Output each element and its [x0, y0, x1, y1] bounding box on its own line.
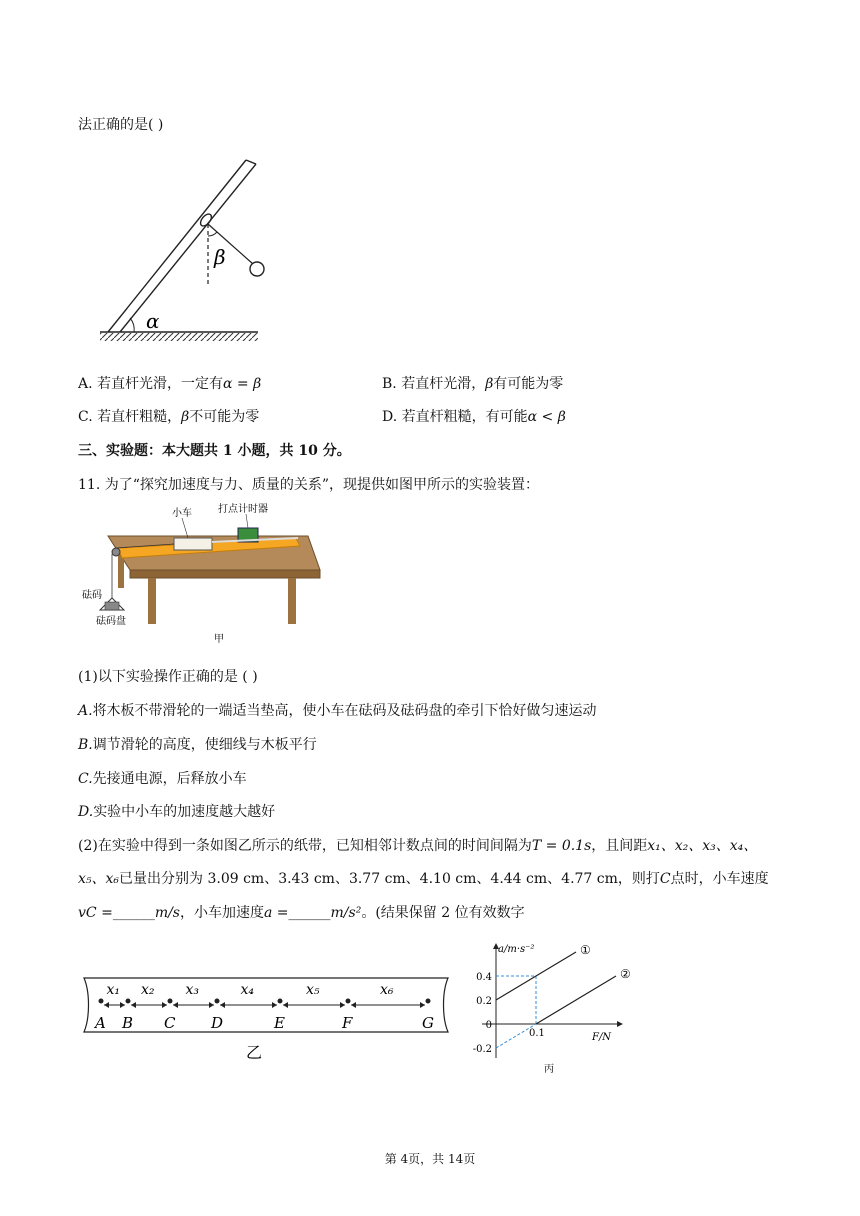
label-car: 小车 [172, 508, 192, 519]
tape-dot-C [168, 999, 173, 1004]
ring [198, 212, 213, 228]
beta-arc [208, 232, 217, 236]
caption-yi: 乙 [246, 1043, 263, 1062]
y-tick-label: 0.2 [476, 996, 492, 1007]
tape-point-label-D: D [211, 1014, 224, 1032]
tape-point-label-B: B [122, 1014, 134, 1032]
option-b: B. 若直杆光滑，β有可能为零 [382, 376, 564, 392]
tape-interval-label: x₃ [185, 982, 200, 998]
tape-interval-label: x₂ [141, 982, 155, 998]
tape-dot-G [426, 999, 431, 1004]
tape-point-label-C: C [164, 1014, 176, 1032]
q11-1-stem: (1)以下实验操作正确的是 ( ) [78, 669, 258, 685]
y-tick-label: -0.2 [472, 1044, 492, 1055]
pulley [112, 548, 120, 556]
series-label-2: ② [620, 967, 631, 981]
option-c: C. 若直杆粗糙，β不可能为零 [78, 409, 260, 425]
question-tail: 法正确的是( ) [78, 117, 164, 133]
answer-blank-vc[interactable]: ______ [112, 905, 155, 921]
alpha-label: α [146, 309, 160, 333]
tape-interval-label: x₆ [380, 982, 394, 998]
y-tick-label: 0.4 [476, 972, 492, 983]
tape-dot-B [126, 999, 131, 1004]
alpha-arc [130, 318, 134, 332]
q11-intro: 11. 为了“探究加速度与力、质量的关系”，现提供如图甲所示的实验装置： [78, 477, 540, 493]
series-line-2 [536, 976, 616, 1024]
x-axis-label: F/N [592, 1032, 612, 1043]
series-label-1: ① [580, 943, 591, 957]
table-leg-1 [148, 578, 156, 624]
q11-1-option-b: B.调节滑轮的高度，使细线与木板平行 [78, 737, 317, 753]
ball [250, 262, 264, 276]
label-pan: 砝码盘 [96, 616, 126, 627]
rod-figure [96, 152, 266, 352]
section-3-heading: 三、实验题：本大题共 1 小题，共 10 分。 [78, 443, 351, 459]
tape-interval-label: x₅ [306, 982, 320, 998]
option-d: D. 若直杆粗糙，有可能α < β [382, 409, 566, 425]
tape-interval-label: x₄ [240, 982, 255, 998]
tape-dot-E [278, 999, 283, 1004]
caption-bing: 丙 [544, 1064, 554, 1075]
ground-hatch [100, 333, 258, 341]
q11-2-line-1: (2)在实验中得到一条如图乙所示的纸带，已知相邻计数点间的时间间隔为T = 0.1s，且间距x₁、x₂、x₃、x₄、 [78, 838, 758, 854]
beta-label: β [214, 245, 226, 269]
weights [105, 602, 119, 610]
q11-1-option-d: D.实验中小车的加速度越大越好 [78, 804, 276, 820]
q11-2-line-2: x₅、x₆已量出分别为 3.09 cm、3.43 cm、3.77 cm、4.10 cm、4.44 cm、4.77 cm，则打C点时，小车速度 [78, 871, 769, 887]
q11-1-option-c: C.先接通电源，后释放小车 [78, 771, 247, 787]
table-edge [130, 570, 320, 578]
apparatus-figure [78, 498, 328, 648]
page-footer: 第 4页，共 14页 [384, 1152, 476, 1166]
y-tick-label: 0 [485, 1020, 492, 1031]
answer-blank-a[interactable]: ______ [288, 905, 331, 921]
tape-dot-D [215, 999, 220, 1004]
table-leg-2 [288, 578, 296, 624]
car [174, 538, 212, 550]
y-axis-label: a/m·s⁻² [498, 944, 535, 955]
option-a: A. 若直杆光滑，一定有α = β [78, 376, 262, 392]
tape-point-label-A: A [95, 1014, 106, 1032]
q11-1-option-a: A.将木板不带滑轮的一端适当垫高，使小车在砝码及砝码盘的牵引下恰好做匀速运动 [78, 703, 597, 719]
caption-jia: 甲 [214, 634, 224, 645]
label-weight: 砝码 [82, 590, 102, 601]
tape-point-label-E: E [274, 1014, 285, 1032]
tape-dot-A [99, 999, 104, 1004]
af-chart [462, 938, 632, 1078]
paper-tape-figure [76, 970, 456, 1065]
tape-point-label-F: F [342, 1014, 353, 1032]
tape-interval-label: x₁ [106, 982, 121, 998]
tape-point-label-G: G [422, 1014, 434, 1032]
x-tick-label: 0.1 [529, 1028, 545, 1039]
label-timer: 打点计时器 [218, 504, 268, 515]
tape-dot-F [346, 999, 351, 1004]
rod-top [246, 160, 256, 164]
q11-2-line-3: vC =______m/s，小车加速度a =______m/s²。(结果保留 2 位有效数字 [78, 905, 525, 921]
